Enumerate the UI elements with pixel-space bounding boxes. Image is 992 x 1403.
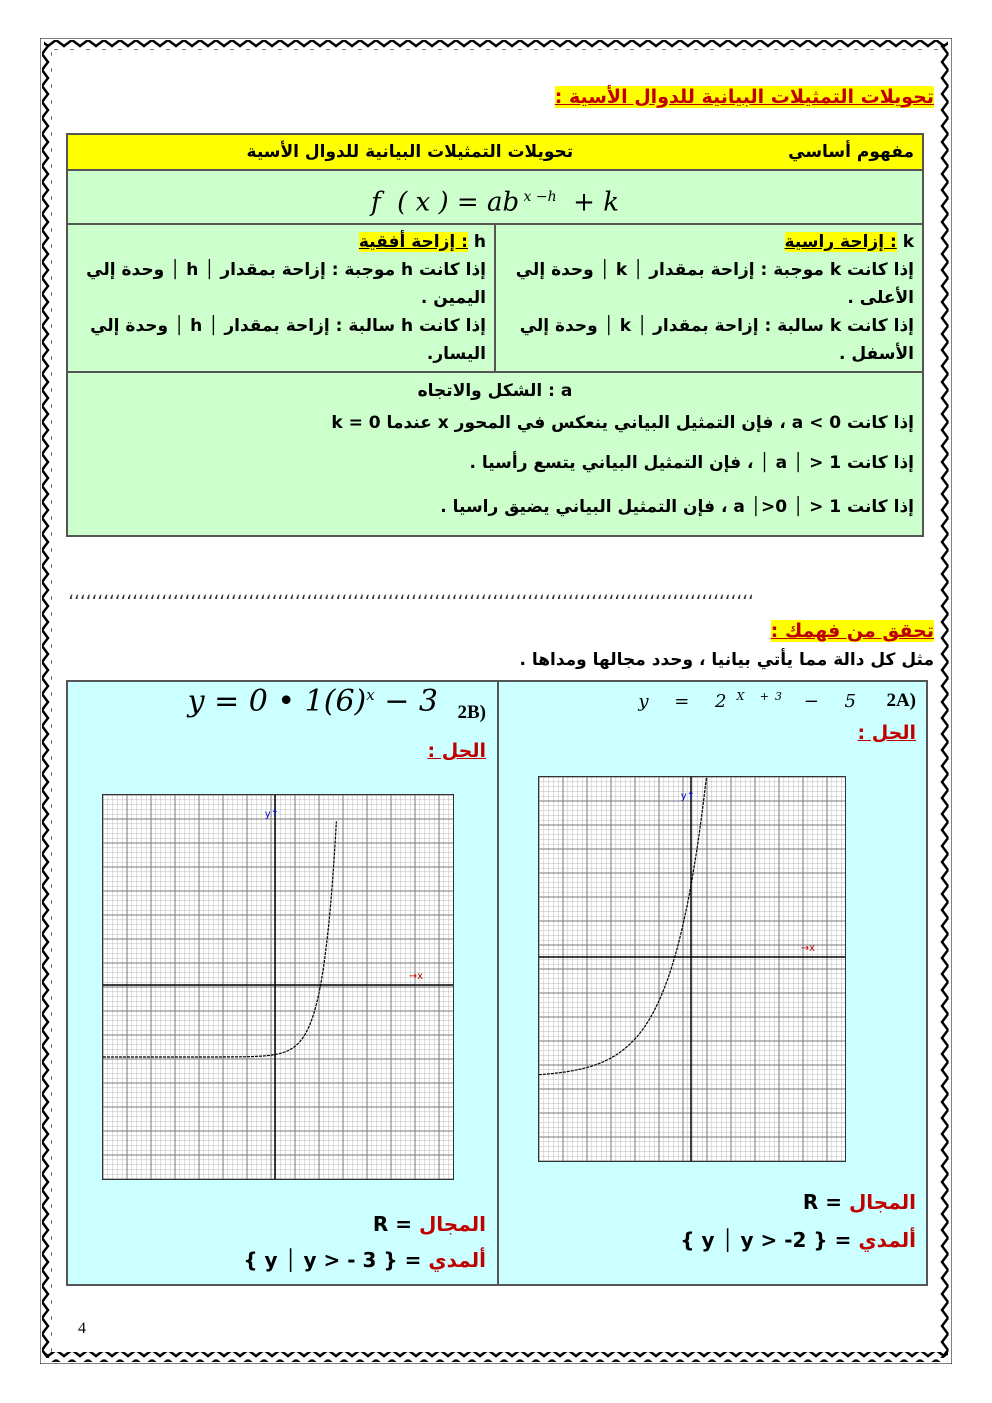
h-section xyxy=(67,224,495,372)
y-axis-label: ↑y xyxy=(264,809,279,820)
problem-2a xyxy=(498,682,926,1284)
concept-table xyxy=(66,133,924,537)
problem-2a-domain: المجال = R xyxy=(802,1190,916,1214)
page-number: 4 xyxy=(78,1320,86,1337)
k-section xyxy=(495,224,923,372)
problems-panel xyxy=(66,680,928,1286)
problem-2a-range: ألمدي = { y │ y > -2 } xyxy=(680,1228,916,1252)
concept-header xyxy=(67,134,923,170)
a-line-1: إذا كانت 0 > a ، فإن التمثيل البياني ينعكس في المحور x عندما k = 0 xyxy=(331,413,914,433)
a-title: a : الشكل والاتجاه xyxy=(417,381,573,401)
a-line-2: إذا كانت 1 < │ a │ ، فإن التمثيل البياني يتسع رأسيا . xyxy=(469,453,914,473)
k-title: : إزاحة راسية xyxy=(784,232,897,252)
problem-2a-label: (2A xyxy=(886,690,916,711)
problem-2a-solution: الحل : xyxy=(857,722,916,744)
k-negative: إذا كانت k سالبة : إزاحة بمقدار │ k │ وحدة إلي الأسفل . xyxy=(519,316,914,364)
check-instruction: مثل كل دالة مما يأتي بيانيا ، وحدد مجالها ومداها . xyxy=(519,650,934,670)
formula: f ( x ) = ab $^{x -h}$ + k xyxy=(371,187,619,218)
problem-2a-equation: $y = 2^{X +3} - 5$ xyxy=(638,690,866,712)
problem-2b-range: ألمدي = { y │ y > - 3 } xyxy=(243,1248,486,1272)
h-negative: إذا كانت h سالبة : إزاحة بمقدار │ h │ وحدة إلي اليسار. xyxy=(90,316,486,364)
x-axis-label: x→ xyxy=(800,943,815,954)
h-letter: h xyxy=(473,232,486,252)
graph-2b xyxy=(102,794,454,1180)
x-axis-label: x→ xyxy=(408,971,423,982)
separator: ،،،،،،،،،،،،،،،،،،،،،،،،،،،،،،،،،،،،،،،،،،،،،،،،،،،،،،،،،،،،،،،،،،،،،،،،،،،،،،،،،،،،،،،،،،،،،،،،،،،،،،،،،،،،،،،،،،،،،، xyxy=(68,583,754,604)
problem-2b-equation: y = 0 • $1(6)^x - 3$ xyxy=(187,684,438,719)
k-letter: k xyxy=(902,232,914,252)
a-line-3: إذا كانت 1 < │ a │>0 ، فإن التمثيل البياني يضيق راسيا . xyxy=(440,497,914,517)
a-section xyxy=(67,372,923,536)
check-title: تحقق من فهمك : xyxy=(770,620,934,642)
k-positive: إذا كانت k موجبة : إزاحة بمقدار │ k │ وحدة إلي الأعلى . xyxy=(515,260,914,308)
y-axis-label: ↑y xyxy=(680,791,695,802)
concept-formula xyxy=(67,170,923,224)
page-content xyxy=(58,56,934,1346)
graph-2a xyxy=(538,776,846,1162)
concept-label: مفهوم أساسي xyxy=(788,142,914,162)
problem-2b-solution: الحل : xyxy=(427,740,486,762)
problem-2b xyxy=(68,682,496,1284)
concept-heading: تحويلات التمثيلات البيانية للدوال الأسية xyxy=(246,142,574,162)
problem-2b-domain: المجال = R xyxy=(372,1212,486,1236)
problem-2b-label: (2B xyxy=(457,702,486,723)
h-title: : إزاحة أفقية xyxy=(358,232,468,252)
page-title: تحويلات التمثيلات البيانية للدوال الأسية : xyxy=(554,86,934,108)
h-positive: إذا كانت h موجبة : إزاحة بمقدار │ h │ وحدة إلي اليمين . xyxy=(86,260,486,308)
